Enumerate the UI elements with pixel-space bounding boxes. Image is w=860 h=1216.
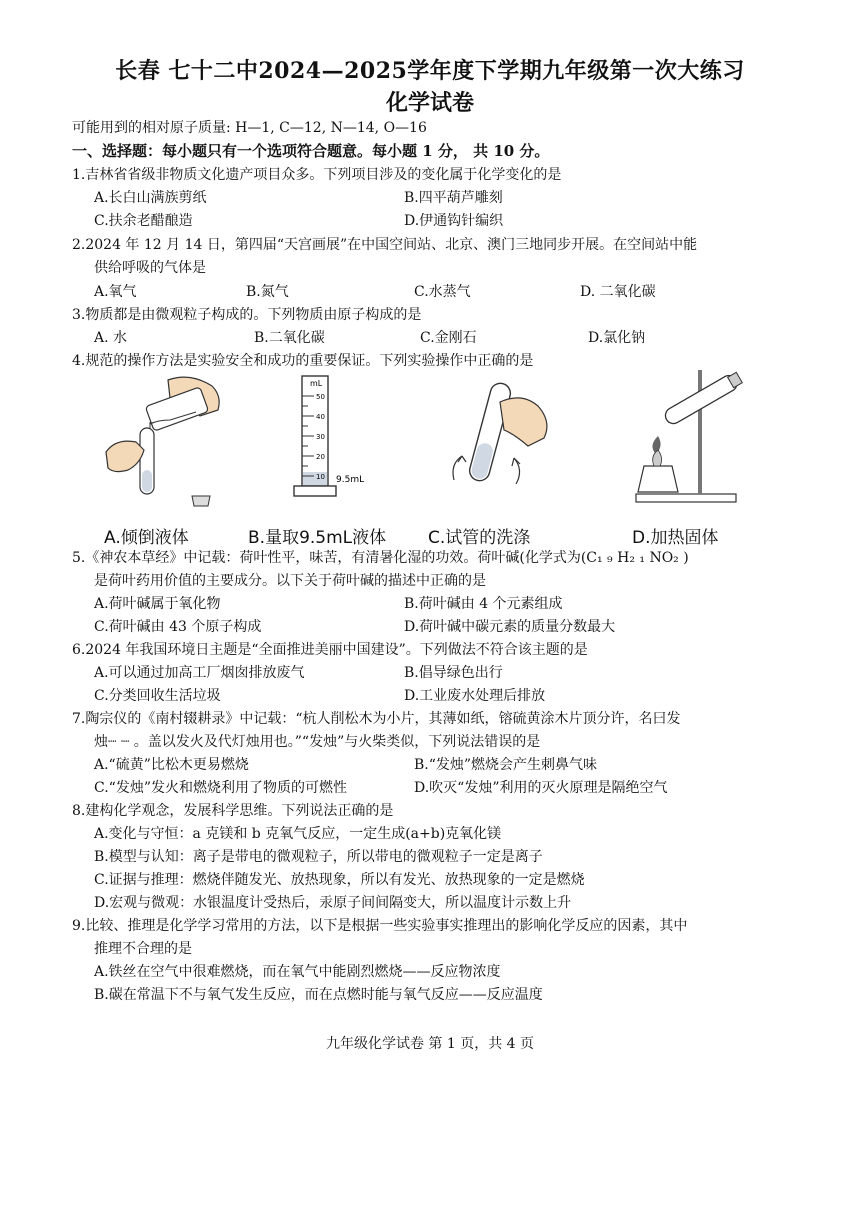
cylinder-unit: mL (310, 379, 323, 388)
cylinder-reading-label: 9.5mL (336, 475, 365, 485)
cylinder-tick-label: 30 (316, 433, 325, 441)
q5-option-c: C.荷叶碱由 43 个原子构成 (94, 619, 262, 635)
q2-option-b: B.氮气 (246, 284, 289, 300)
q7-option-a: A.“硫黄”比松木更易燃烧 (94, 757, 249, 773)
section-heading: 一、选择题：每小题只有一个选项符合题意。每小题 1 分， 共 10 分。 (72, 142, 550, 160)
q8-stem: 8.建构化学观念，发展科学思维。下列说法正确的是 (72, 803, 394, 819)
washing-test-tube-figure (440, 372, 560, 508)
q9-stem-line2: 推理不合理的是 (94, 941, 192, 957)
cylinder-tick-label: 50 (316, 393, 325, 401)
q2-option-c: C.水蒸气 (414, 284, 471, 300)
q9-option-b: B.碳在常温下不与氧气发生反应，而在点燃时能与氧气反应——反应温度 (94, 987, 543, 1003)
q2-stem-line2: 供给呼吸的气体是 (94, 260, 206, 276)
q5-option-a: A.荷叶碱属于氧化物 (94, 596, 221, 612)
q7-stem-line1: 7.陶宗仪的《南村辍耕录》中记载：“杭人削松木为小片，其薄如纸，镕硫黄涂木片顶分许，名曰发 (72, 711, 681, 727)
q5-stem-line2: 是荷叶药用价值的主要成分。以下关于荷叶碱的描述中正确的是 (94, 573, 486, 589)
q7-option-b: B.“发烛”燃烧会产生刺鼻气味 (414, 757, 598, 773)
q7-stem-line2: 烛┈ ┈ 。盖以发火及代灯烛用也。”“发烛”与火柴类似，下列说法错误的是 (94, 734, 541, 750)
q5-stem-line1: 5.《神农本草经》中记载：荷叶性平，味苦，有清暑化湿的功效。荷叶碱(化学式为(C₁ ₉ H₂ ₁ NO₂ ) (72, 550, 689, 566)
q5-option-b: B.荷叶碱由 4 个元素组成 (404, 596, 563, 612)
cylinder-tick-label: 20 (316, 453, 325, 461)
q3-option-a: A. 水 (94, 330, 128, 346)
q4-stem: 4.规范的操作方法是实验安全和成功的重要保证。下列实验操作中正确的是 (72, 353, 534, 369)
q9-option-a: A.铁丝在空气中很难燃烧，而在氧气中能剧烈燃烧——反应物浓度 (94, 964, 501, 980)
heating-solid-figure (628, 366, 764, 506)
page-footer: 九年级化学试卷 第 1 页，共 4 页 (325, 1036, 535, 1052)
q6-stem: 6.2024 年我国环境日主题是“全面推进美丽中国建设”。下列做法不符合该主题的是 (72, 642, 588, 658)
q3-option-c: C.金刚石 (420, 330, 477, 346)
q1-option-c: C.扶余老醋酿造 (94, 213, 193, 229)
q6-option-c: C.分类回收生活垃圾 (94, 688, 221, 704)
q1-option-d: D.伊通钩针编织 (404, 213, 504, 229)
q8-option-a: A.变化与守恒：a 克镁和 b 克氧气反应，一定生成(a+b)克氧化镁 (94, 826, 502, 842)
q3-stem: 3.物质都是由微观粒子构成的。下列物质由原子构成的是 (72, 307, 422, 323)
q5-option-d: D.荷叶碱中碳元素的质量分数最大 (404, 619, 616, 635)
q1-stem: 1.吉林省省级非物质文化遗产项目众多。下列项目涉及的变化属于化学变化的是 (72, 167, 562, 183)
q2-option-d: D. 二氧化碳 (580, 284, 656, 300)
q2-option-a: A.氧气 (94, 284, 137, 300)
q8-option-d: D.宏观与微观：水银温度计受热后，汞原子间间隔变大，所以温度计示数上升 (94, 895, 572, 911)
figure-caption-a: A.倾倒液体 (104, 528, 189, 548)
q7-option-c: C.“发烛”发火和燃烧利用了物质的可燃性 (94, 780, 347, 796)
figure-caption-c: C.试管的洗涤 (428, 528, 531, 548)
cylinder-tick-label: 10 (316, 473, 325, 481)
q1-option-a: A.长白山满族剪纸 (94, 190, 207, 206)
q3-option-d: D.氯化钠 (588, 330, 646, 346)
exam-title: 长春 七十二中2024—2025学年度下学期九年级第一次大练习 (115, 58, 745, 84)
cylinder-tick-label: 40 (316, 413, 325, 421)
graduated-cylinder-figure (272, 372, 382, 504)
pouring-liquid-figure (100, 372, 230, 512)
figure-caption-d: D.加热固体 (632, 528, 719, 548)
q6-option-d: D.工业废水处理后排放 (404, 688, 546, 704)
q9-stem-line1: 9.比较、推理是化学学习常用的方法，以下是根据一些实验事实推理出的影响化学反应的因素，其中 (72, 918, 688, 934)
exam-subject: 化学试卷 (385, 90, 474, 116)
q8-option-c: C.证据与推理：燃烧伴随发光、放热现象，所以有发光、放热现象的一定是燃烧 (94, 872, 585, 888)
q3-option-b: B.二氧化碳 (254, 330, 325, 346)
q7-option-d: D.吹灭“发烛”利用的灭火原理是隔绝空气 (414, 780, 668, 796)
atomic-masses-note: 可能用到的相对原子质量: H—1, C—12, N—14, O—16 (72, 120, 427, 136)
q6-option-a: A.可以通过加高工厂烟囱排放废气 (94, 665, 305, 681)
q6-option-b: B.倡导绿色出行 (404, 665, 503, 681)
q8-option-b: B.模型与认知：离子是带电的微观粒子，所以带电的微观粒子一定是离子 (94, 849, 543, 865)
figure-caption-b: B.量取9.5mL液体 (248, 528, 387, 548)
q2-stem-line1: 2.2024 年 12 月 14 日，第四届“天宫画展”在中国空间站、北京、澳门三地同步开展。在空间站中能 (72, 237, 698, 253)
q1-option-b: B.四平葫芦雕刻 (404, 190, 503, 206)
